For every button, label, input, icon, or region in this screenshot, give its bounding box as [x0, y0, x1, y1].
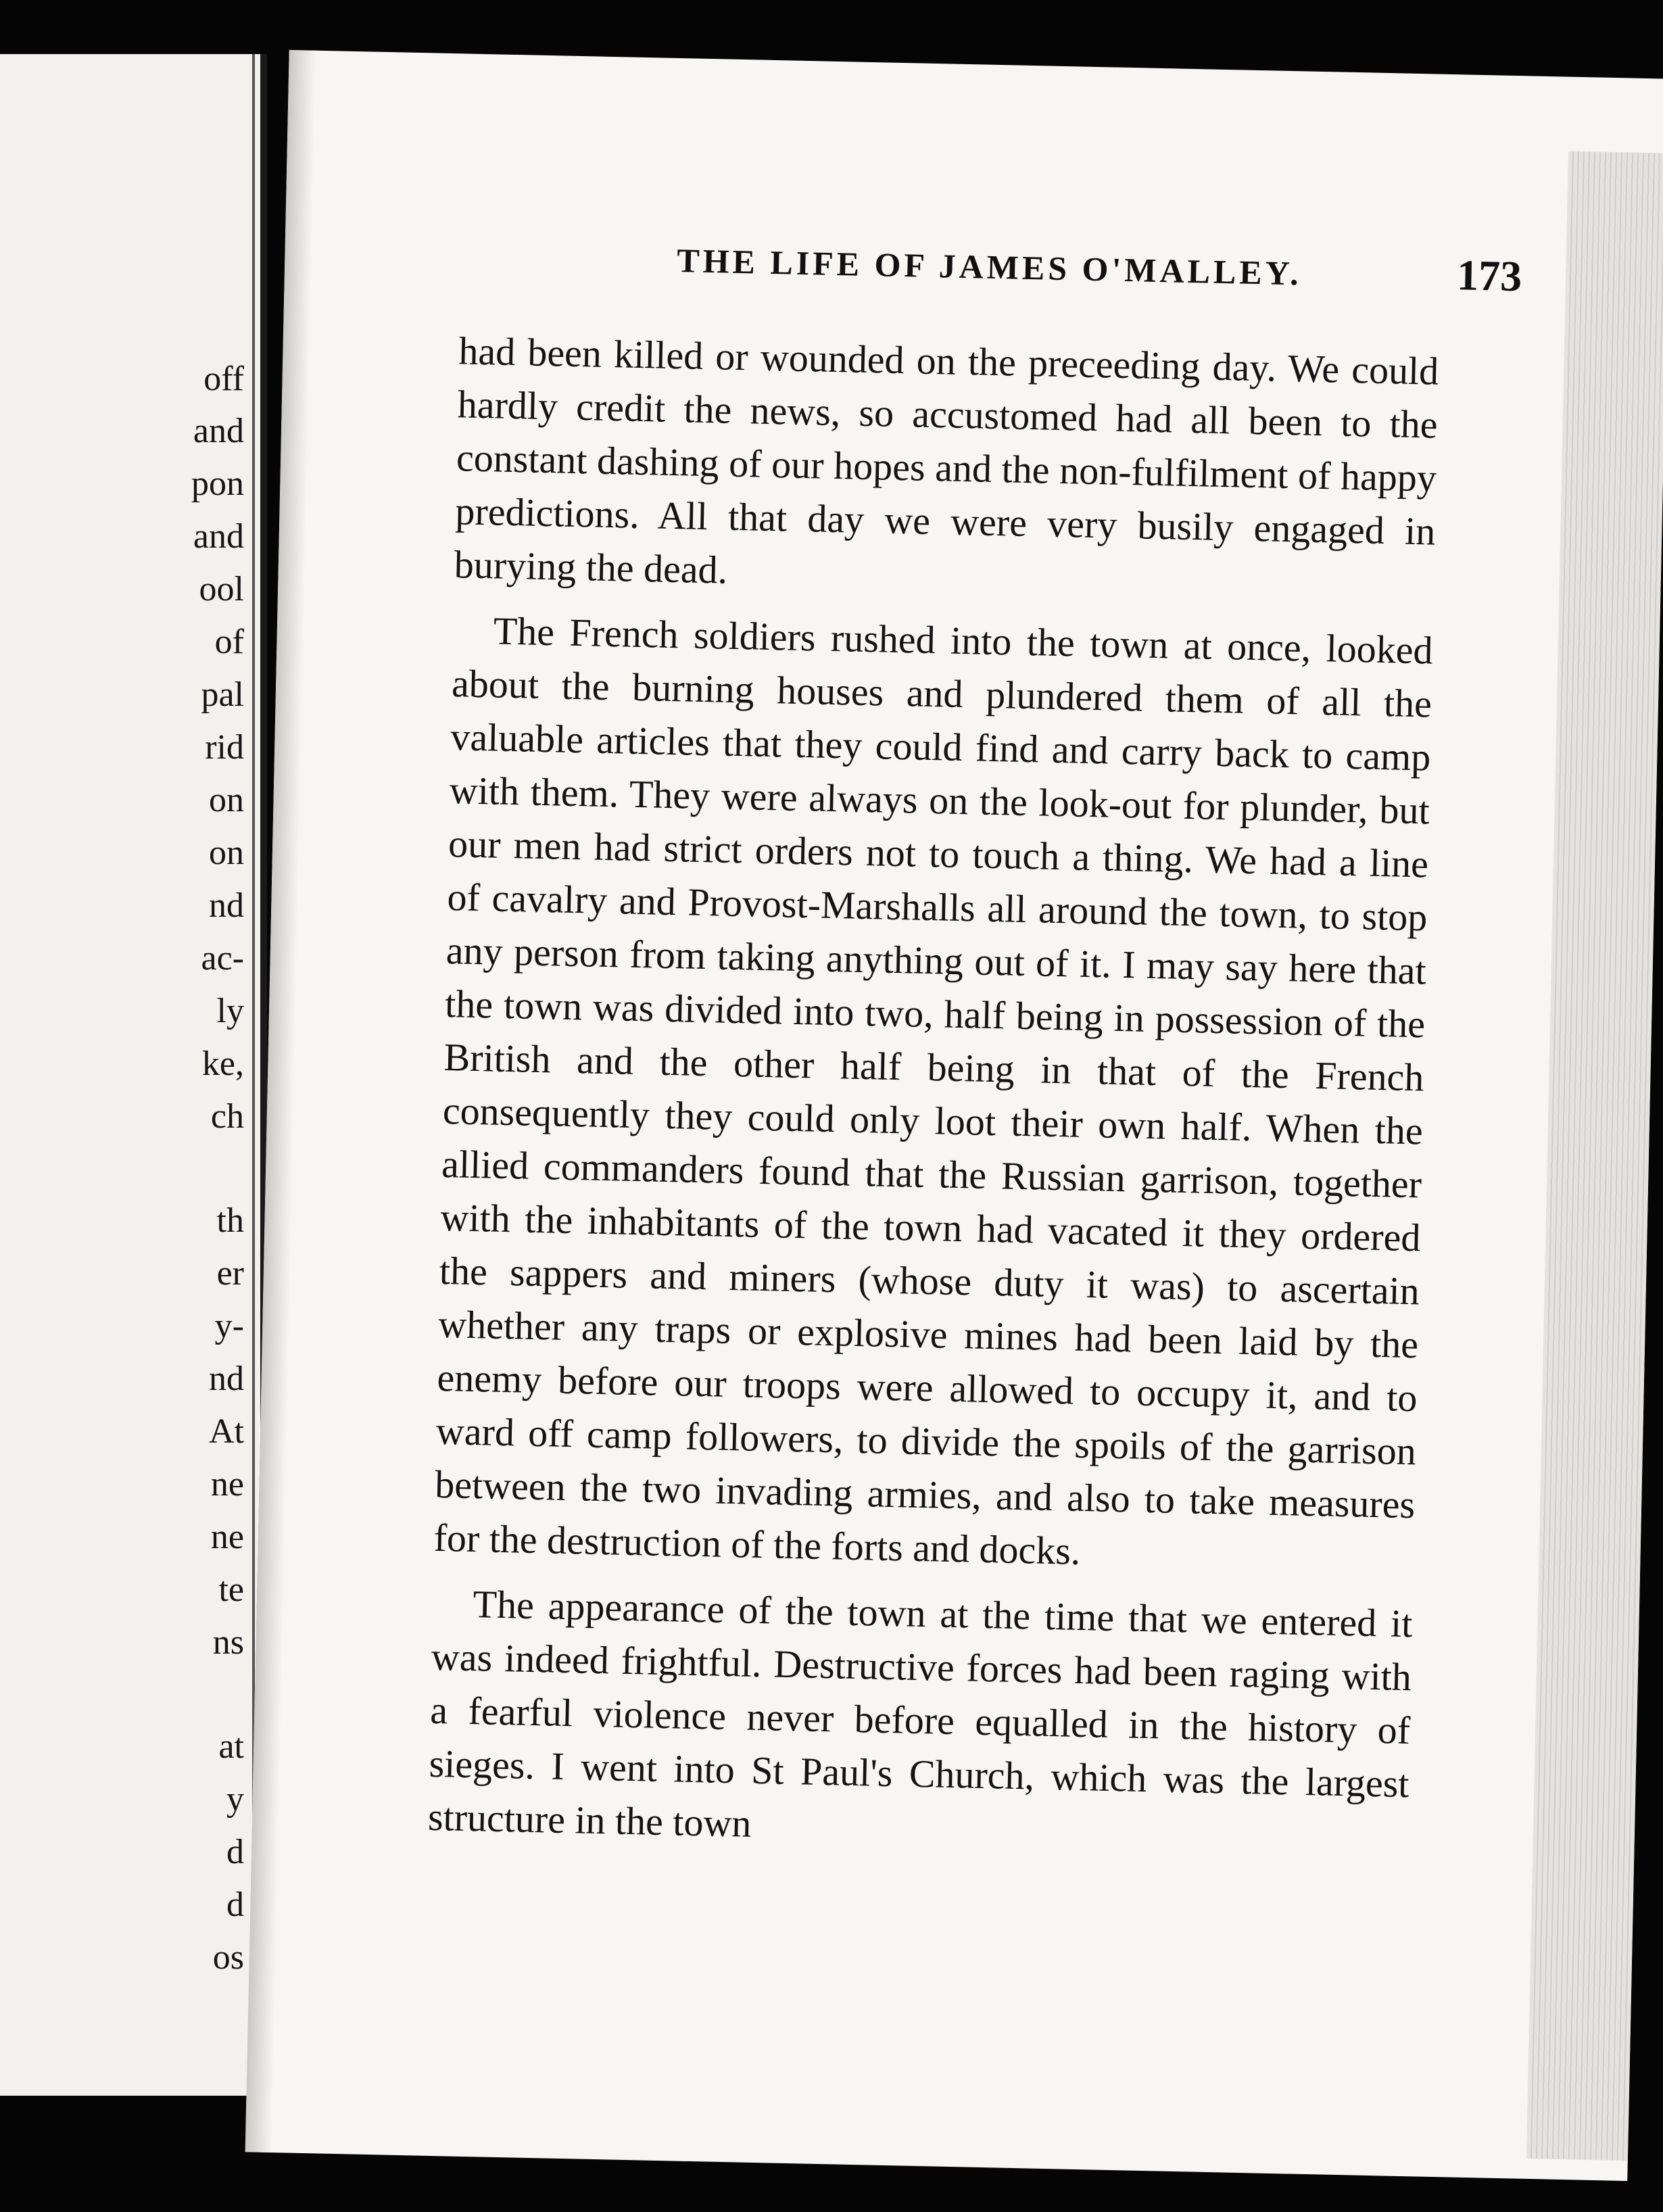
- left-page-fragment: te: [218, 1570, 244, 1609]
- left-page-fragment: pon: [191, 464, 244, 503]
- running-head: THE LIFE OF JAMES O'MALLEY.: [676, 241, 1303, 293]
- left-page-fragment: d: [226, 1833, 244, 1871]
- left-page-fragment: y-: [214, 1307, 244, 1345]
- left-page-fragment: of: [214, 623, 244, 661]
- left-page-fragment: ne: [210, 1465, 244, 1504]
- body-text: [427, 324, 1439, 1864]
- left-page-fragment: y: [226, 1780, 244, 1819]
- paragraph: had been killed or wounded on the preceeding day. We could hardly credit the news, so accustomed had all been to the constant dashing of our hopes and the non-fulfilment of happy predictions. All that day we were very busily engaged in burying the dead.: [454, 329, 1439, 592]
- left-page-fragment: on: [209, 781, 244, 819]
- left-page-fragment: rid: [205, 728, 244, 767]
- left-page-fragment: on: [209, 834, 244, 872]
- left-page-fragment: nd: [209, 886, 244, 925]
- left-page-fragment: th: [216, 1201, 244, 1240]
- left-page-fragment: ke,: [201, 1044, 244, 1083]
- left-page-fragment: ly: [216, 992, 244, 1030]
- paragraph: The appearance of the town at the time that we entered it was indeed frightful. Destructive forces had been raging with a fearful violence never before equalled in the history of sieges. I went into St Paul's Church, which was the largest structure in the town: [427, 1582, 1414, 1846]
- left-page-fragment: ool: [199, 570, 244, 608]
- left-page-fragment: at: [218, 1727, 244, 1766]
- page-header: [676, 234, 1663, 317]
- left-page-fragment: d: [226, 1885, 244, 1924]
- left-page-fragment: er: [216, 1254, 244, 1293]
- left-page-fragment: ac-: [201, 939, 244, 978]
- left-page-fragment: ch: [210, 1097, 244, 1136]
- left-page-fragment: At: [209, 1412, 244, 1451]
- left-page-fragment: off: [203, 360, 244, 398]
- left-page-fragment: ns: [212, 1623, 244, 1662]
- left-page-fragment: ne: [210, 1518, 244, 1556]
- left-page-fragment: and: [193, 412, 244, 450]
- paragraph: The French soldiers rushed into the town at once, looked about the burning houses and plundered them of all the valuable articles that they could find and carry back to camp with them. They were always on the look-out for plunder, but our men had strict orders not to touch a thing. We had a line of cavalry and Provost-Marshalls all around the town, to stop any person from taking anything out of it. I may say here that the town was divided into two, half being in possession of the British and the other half being in that of the French consequently they could only loot their own half. When the allied commanders found that the Russian garrison, together with the inhabitants of the town had vacated it they ordered the sappers and miners (whose duty it was) to ascertain whether any traps or explosive mines had been laid by the enemy before our troops were allowed to occupy it, and to ward off camp followers, to divide the spoils of the garrison between the two invading armies, and also to take measures for the destruction of the forts and docks.: [433, 608, 1434, 1573]
- left-page: [0, 54, 267, 2096]
- right-page: [245, 50, 1663, 2181]
- left-page-fragment: and: [193, 517, 244, 556]
- left-page-fragment: pal: [201, 675, 244, 714]
- left-page-fragment: nd: [209, 1360, 244, 1398]
- page-number: 173: [1456, 251, 1522, 301]
- left-page-fragment: os: [212, 1938, 244, 1977]
